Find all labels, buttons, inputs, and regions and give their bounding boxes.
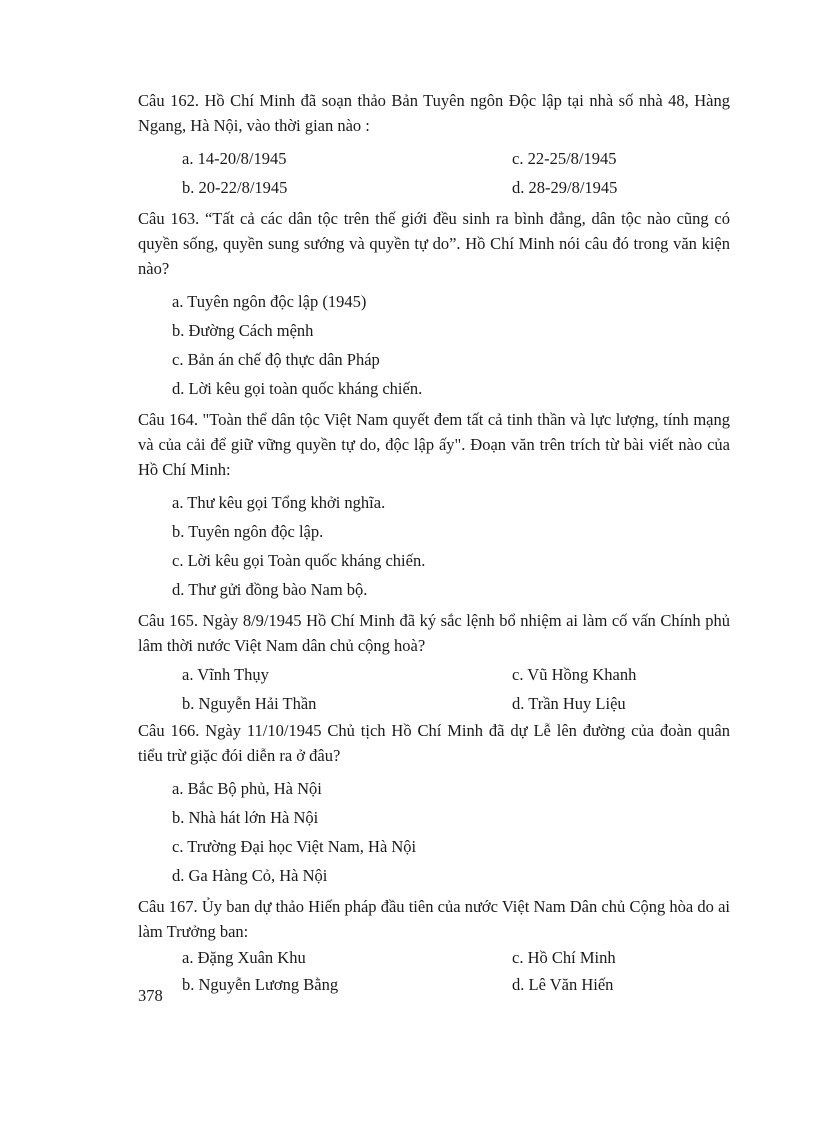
option-c: c. Lời kêu gọi Toàn quốc kháng chiến. <box>172 551 426 570</box>
option-c: c. Hồ Chí Minh <box>512 948 616 967</box>
options-grid <box>138 144 730 202</box>
question-text: Câu 165. Ngày 8/9/1945 Hồ Chí Minh đã ký sắc lệnh bổ nhiệm ai làm cố vấn Chính phủ lâm thời nước Việt Nam dân chủ cộng hoà? <box>138 611 730 655</box>
option-a: a. Vĩnh Thụy <box>182 665 269 684</box>
option-c: c. 22-25/8/1945 <box>512 149 617 168</box>
option-a: a. Thư kêu gọi Tổng khởi nghĩa. <box>172 493 386 512</box>
option-c: c. Trường Đại học Việt Nam, Hà Nội <box>172 837 417 856</box>
options-list <box>138 774 730 890</box>
option-b: b. Nhà hát lớn Hà Nội <box>172 808 319 827</box>
options-list <box>138 488 730 604</box>
question-162 <box>138 88 730 202</box>
option-b: b. 20-22/8/1945 <box>182 178 288 197</box>
question-165 <box>138 608 730 718</box>
question-text: Câu 167. Ủy ban dự thảo Hiến pháp đầu tiên của nước Việt Nam Dân chủ Cộng hòa do ai làm Trưởng ban: <box>138 897 730 941</box>
question-text: Câu 163. “Tất cả các dân tộc trên thế giới đều sinh ra bình đẳng, dân tộc nào cũng có quyền sống, quyền sung sướng và quyền tự do”. Hồ Chí Minh nói câu đó trong văn kiện nào? <box>138 209 730 278</box>
option-b: b. Nguyễn Hải Thần <box>182 694 317 713</box>
question-163 <box>138 206 730 403</box>
question-text: Câu 166. Ngày 11/10/1945 Chủ tịch Hồ Chí Minh đã dự Lễ lên đường của đoàn quân tiểu trừ giặc đói diễn ra ở đâu? <box>138 721 730 765</box>
question-167 <box>138 894 730 998</box>
option-b: b. Tuyên ngôn độc lập. <box>172 522 324 541</box>
option-c: c. Vũ Hồng Khanh <box>512 665 637 684</box>
question-text: Câu 162. Hồ Chí Minh đã soạn thảo Bản Tuyên ngôn Độc lập tại nhà số nhà 48, Hàng Ngang, Hà Nội, vào thời gian nào : <box>138 91 730 135</box>
options-grid <box>138 944 730 998</box>
question-text: Câu 164. "Toàn thể dân tộc Việt Nam quyết đem tất cả tinh thần và lực lượng, tính mạng và của cải để giữ vững quyền tự do, độc lập ấy". Đoạn văn trên trích từ bài viết nào của Hồ Chí Minh: <box>138 410 730 479</box>
option-b: b. Nguyễn Lương Bằng <box>182 975 339 994</box>
page-number: 378 <box>138 986 163 1005</box>
question-166 <box>138 718 730 890</box>
option-d: d. 28-29/8/1945 <box>512 178 618 197</box>
page-content <box>138 88 730 998</box>
option-b: b. Đường Cách mệnh <box>172 321 314 340</box>
option-d: d. Lê Văn Hiến <box>512 975 614 994</box>
option-d: d. Trần Huy Liệu <box>512 694 626 713</box>
option-d: d. Lời kêu gọi toàn quốc kháng chiến. <box>172 379 423 398</box>
question-164 <box>138 407 730 604</box>
option-d: d. Thư gửi đồng bào Nam bộ. <box>172 580 368 599</box>
options-list <box>138 287 730 403</box>
option-a: a. Bắc Bộ phủ, Hà Nội <box>172 779 322 798</box>
option-a: a. 14-20/8/1945 <box>182 149 287 168</box>
option-d: d. Ga Hàng Cỏ, Hà Nội <box>172 866 328 885</box>
option-a: a. Đặng Xuân Khu <box>182 948 306 967</box>
options-grid <box>138 660 730 718</box>
option-c: c. Bản án chế độ thực dân Pháp <box>172 350 380 369</box>
option-a: a. Tuyên ngôn độc lập (1945) <box>172 292 367 311</box>
